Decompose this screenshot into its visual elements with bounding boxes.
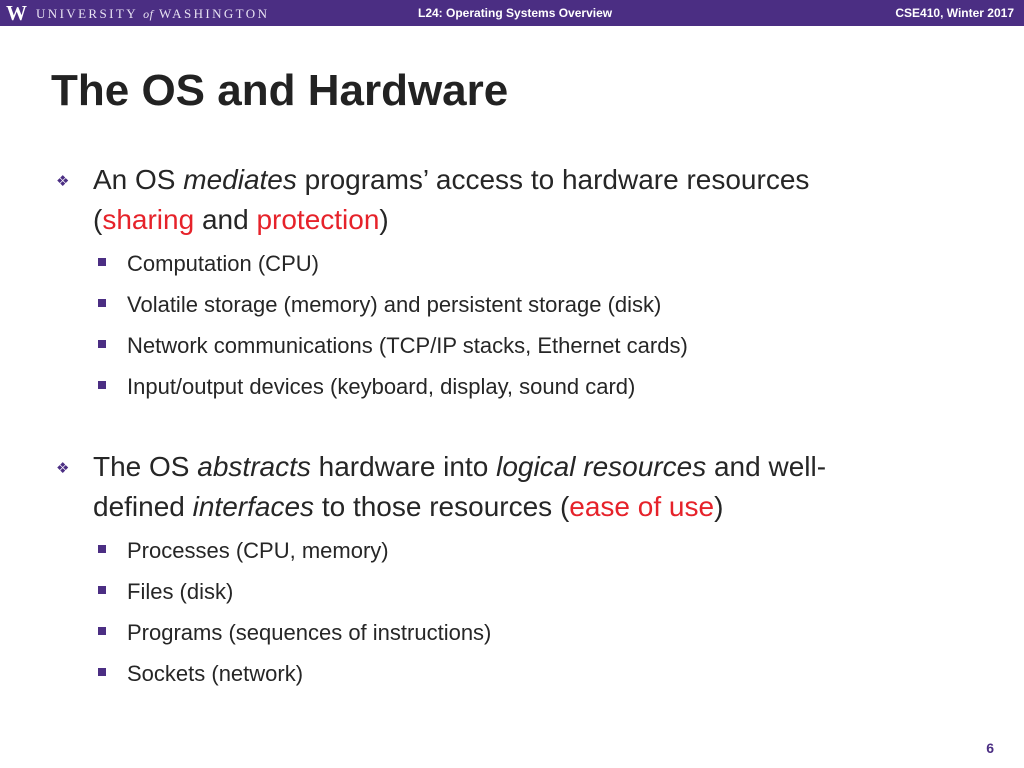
washington-word: WASHINGTON: [158, 6, 270, 21]
diamond-bullet-icon: ❖: [56, 460, 70, 477]
page-number: 6: [986, 740, 994, 756]
bullet-text: defined: [93, 491, 193, 522]
slide-title: The OS and Hardware: [51, 66, 509, 115]
university-wordmark: [36, 6, 269, 22]
bullet-line: [93, 447, 923, 487]
bullet-text: An OS: [93, 164, 184, 195]
bullet-text: (: [93, 204, 103, 235]
course-label: CSE410, Winter 2017: [895, 6, 1014, 20]
sub-bullet: Volatile storage (memory) and persistent storage (disk): [127, 292, 662, 317]
bullet-line: [93, 160, 923, 200]
lecture-title: L24: Operating Systems Overview: [418, 6, 613, 20]
square-bullet-icon: [98, 381, 106, 389]
sub-bullet: Computation (CPU): [127, 251, 319, 276]
sub-bullet: Programs (sequences of instructions): [127, 620, 492, 645]
square-bullet-icon: [98, 299, 106, 307]
highlight-protection: protection: [256, 204, 380, 235]
square-bullet-icon: [98, 545, 106, 553]
header-bar: [0, 0, 1024, 26]
bullet-text: and: [194, 204, 257, 235]
sub-bullet: Network communications (TCP/IP stacks, Ethernet cards): [127, 333, 688, 358]
bullet-emphasis: mediates: [183, 164, 297, 195]
sub-bullet: Sockets (network): [127, 661, 304, 686]
sub-bullet: Files (disk): [127, 579, 234, 604]
bullet-abstracts: [93, 447, 923, 527]
highlight-ease-of-use: ease of use: [569, 491, 715, 522]
square-bullet-icon: [98, 340, 106, 348]
bullet-text: ): [714, 491, 724, 522]
square-bullet-icon: [98, 586, 106, 594]
uw-logo-icon: W: [6, 1, 27, 25]
bullet-emphasis: interfaces: [192, 491, 315, 522]
square-bullet-icon: [98, 258, 106, 266]
bullet-line: [93, 487, 923, 527]
bullet-text: The OS: [93, 451, 198, 482]
bullet-text: and well-: [706, 451, 827, 482]
bullet-text: hardware into: [310, 451, 497, 482]
highlight-sharing: sharing: [102, 204, 195, 235]
bullet-emphasis: logical resources: [496, 451, 707, 482]
university-of: of: [143, 7, 154, 21]
bullet-emphasis: abstracts: [197, 451, 311, 482]
bullet-line: [93, 200, 923, 240]
bullet-text: ): [379, 204, 389, 235]
square-bullet-icon: [98, 668, 106, 676]
diamond-bullet-icon: ❖: [56, 173, 70, 190]
sub-bullet: Input/output devices (keyboard, display, sound card): [127, 374, 636, 399]
bullet-mediates: [93, 160, 923, 240]
bullet-text: programs’ access to hardware resources: [296, 164, 810, 195]
bullet-text: to those resources (: [314, 491, 570, 522]
square-bullet-icon: [98, 627, 106, 635]
university-word: UNIVERSITY: [36, 6, 138, 21]
sub-bullet: Processes (CPU, memory): [127, 538, 389, 563]
